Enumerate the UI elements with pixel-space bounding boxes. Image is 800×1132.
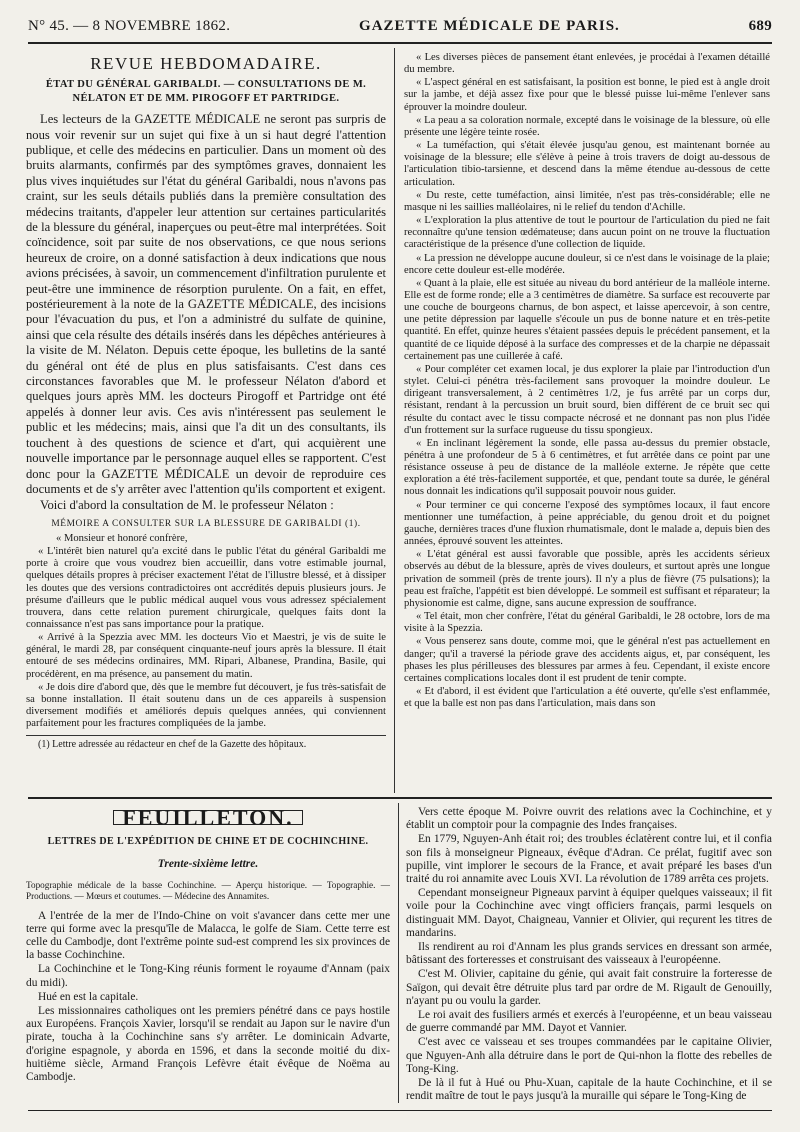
feuilleton-paragraph: Ils rendirent au roi d'Annam les plus grands services en dressant son armée, bâtissant des forteresses et construisant des vaisseaux à l'européenne. <box>406 941 772 967</box>
right-paragraph: « Pour terminer ce qui concerne l'exposé des symptômes locaux, il faut encore mentionner une tuméfaction, à peine appréciable, du genou droit et du poignet gauche, dernières traces d'une fluxion rhumatismale, dont le malade a, depuis bien des années, éprouvé souvent les atteintes. <box>404 499 770 548</box>
page-header <box>28 18 772 40</box>
intro-block <box>26 112 386 514</box>
feuilleton-paragraph: C'est avec ce vaisseau et ses troupes commandées par le capitaine Olivier, que Nguyen-Anh alla détruire dans le port de Qui-nhon la flotte des rebelles de Tong-King. <box>406 1036 772 1075</box>
consult-intro: Voici d'abord la consultation de M. le professeur Nélaton : <box>40 498 334 513</box>
section-title: REVUE HEBDOMADAIRE. <box>90 54 322 73</box>
feuilleton-title <box>26 806 390 830</box>
feuilleton-paragraph: C'est M. Olivier, capitaine du génie, qui avait fait construire la forteresse de Saïgon, qui devait être détruite plus tard par ordre de M. Rigault de Genouilly, n'ayant pu ou voulu la garder. <box>406 968 772 1007</box>
left-paragraph: « Arrivé à la Spezzia avec MM. les docteurs Vio et Maestri, je vis de suite le général, le mardi 28, par conséquent cinquante-neuf jours après la blessure. Il était entouré de ses médecins ordinaires, MM. Ripari, Albanese, Prandina, Basile, qui procédèrent, en ma présence, au pansement du matin. <box>26 632 386 680</box>
feuilleton-paragraph: A l'entrée de la mer de l'Indo-Chine on voit s'avancer dans cette mer une terre qui forme avec la presqu'île de Malacca, le golfe de Siam. Cette terre est celle du Cambodje, dont l'extrême pointe sud-est comprend les six provinces de la basse Cochinchine. <box>26 909 390 962</box>
header-rule <box>28 42 772 44</box>
right-paragraph: « Les diverses pièces de pansement étant enlevées, je procédai à l'examen détaillé du membre. <box>404 52 770 76</box>
feuilleton-paragraph: Cependant monseigneur Pigneaux parvint à équiper quelques vaisseaux; il fit voile pour la Cochinchine avec vingt officiers français, parmi lesquels on distinguait MM. Dayot, Chaigneau, Vannier et Olivier, qui reçurent les titres de mandarins. <box>406 887 772 939</box>
feuilleton-right-column <box>406 806 772 1106</box>
page-number: 689 <box>748 18 772 34</box>
right-paragraph: « L'exploration la plus attentive de tout le pourtour de l'articulation du pied ne fait reconnaître qu'une tension œdémateuse; dans aucun point on ne trouve la fluctuation caractéristique de la présence d'une collection de liquide. <box>404 215 770 251</box>
feuilleton-paragraph: Hué en est la capitale. <box>38 990 139 1003</box>
feuilleton-title-text: FEUILLETON. <box>113 810 302 825</box>
letter-summary: Topographie médicale de la basse Cochinchine. — Aperçu historique. — Topographie. — Productions. — Mœurs et coutumes. — Médecine des Annamites. <box>26 879 390 901</box>
right-paragraph: « L'aspect général en est satisfaisant, la position est bonne, le pied est à angle droit sur la jambe, et déjà assez fixe pour que le blessé puisse lui-même l'enlever sans éprouver la moindre douleur. <box>404 77 770 113</box>
memoire-title: MÉMOIRE A CONSULTER SUR LA BLESSURE DE GARIBALDI (1). <box>51 518 361 529</box>
right-paragraph: « Et d'abord, il est évident que l'articulation a été ouverte, qu'elle s'est enflammée, et que la balle est non pas dans l'articulation, mais dans son <box>404 685 770 710</box>
left-paragraph: « Je dois dire d'abord que, dès que le membre fut découvert, je fus très-satisfait de sa bonne installation. Il était soutenu dans un de ces appareils à suspension diversement modifiés et améliorés depuis quelques années, qui conviennent parfaitement pour les fractures compliquées de la jambe. <box>26 681 386 730</box>
right-paragraph: « La pression ne développe aucune douleur, si ce n'est dans le voisinage de la plaie; encore cette douleur est-elle modérée. <box>404 252 770 276</box>
feuilleton-paragraph: La Cochinchine et le Tong-King réunis forment le royaume d'Annam (paix du midi). <box>26 963 390 989</box>
right-paragraph: « Tel était, mon cher confrère, l'état du général Garibaldi, le 28 octobre, lors de ma visite à la Spezzia. <box>404 611 770 635</box>
footnote: (1) Lettre adressée au rédacteur en chef de la Gazette des hôpitaux. <box>38 739 307 751</box>
right-paragraph: « Vous penserez sans doute, comme moi, que le général n'est pas actuellement en danger; qu'il a traversé la période grave des accidents aigus, et, par conséquent, les phases les plus périlleuses des blessures par armes à feu. Cependant, il existe encore certaines complications locales dont il est prudent de tenir compte. <box>404 636 770 684</box>
article-subtitle: ÉTAT DU GÉNÉRAL GARIBALDI. — CONSULTATIONS DE M. NÉLATON ET DE MM. PIROGOFF ET PARTRIDGE. <box>45 79 367 105</box>
feuilleton-paragraph: Les missionnaires catholiques ont les premiers pénétré dans ce pays hostile aux Européens. François Xavier, lorsqu'il se rendait au Japon sur le navire d'un pirate, toucha à la Cochinchine sans s'y arrêter. Le dominicain Advarte, d'origine espagnole, y aborda en 1596, et dans la seconde moitié du dix-huitième siècle, Armand François Lefèvre était évêque de Noëma au Cambodje. <box>26 1005 390 1084</box>
column-rule-top <box>394 48 395 793</box>
letters-title: LETTRES DE L'EXPÉDITION DE CHINE ET DE COCHINCHINE. <box>47 836 369 848</box>
revue-left-column <box>26 52 386 794</box>
left-paragraph: « L'intérêt bien naturel qu'a excité dans le public l'état du général Garibaldi me porte à croire que vous voudrez bien accueillir, dans votre estimable journal, quelques détails propres à préciser exactement l'état de l'illustre blessé, et à dissiper les doutes que des versions contradictoires ont accrédités depuis plusieurs jours. Je présume d'ailleurs que le public médical auquel vous vous adressez spécialement trouvera, dans cette relation purement chirurgicale, quelques faits dont la connaissance n'est pas sans importance pour la pratique. <box>26 546 386 630</box>
footnote-rule <box>26 735 386 736</box>
intro-paragraph: Les lecteurs de la GAZETTE MÉDICALE ne seront pas surpris de nous voir revenir sur un sujet qui fixe à un si haut degré l'attention publique, et celle des médecins en particulier. Dans un moment où des bruits alarmants, confirmés par des symptômes graves, donnaient les plus vives inquiétudes sur l'état du général Garibaldi, nous n'avons pas craint, sur les seuls détails publiés dans la première consultation des médecins traitants, d'appeler leur attention sur certaines particularités de la blessure du général, inaperçues ou peut-être mal interprétées. Soit coïncidence, soit par suite de nos observations, ce que nous serions heureux de croire, on a donné satisfaction à deux indications que nous avions précisées, à savoir, un commencement d'infiltration purulente et peut-être une imminence de résorption purulente. On a fait, en effet, postérieurement à la note de la GAZETTE MÉDICALE, des incisions pour l'évacuation du pus, et l'on a administré du sulfate de quinine, ainsi que cela résulte des détails insérés dans les dépêches antérieures à la visite de M. Nélaton. Depuis cette époque, les bulletins de la santé du général ont été de plus en plus satisfaisants. C'est dans ces circonstances favorables que M. le professeur Nélaton d'abord et quelques jours après MM. les docteurs Pirogoff et Partridge ont été appelés à donner leur avis. Ces avis n'intéressent pas seulement le public et les médecins; mais, ainsi que l'a dit un des consultants, ils touchent à des questions de science et d'art, qui acquièrent une nouvelle importance par le personnage auquel elles se rapportent. C'est donc pour la GAZETTE MÉDICALE un devoir de reproduire ces documents et de s'y arrêter avec l'attention qu'ils comportent et exigent. <box>26 112 386 496</box>
right-paragraph: « Du reste, cette tuméfaction, ainsi limitée, n'est pas très-considérable; elle ne masque ni les saillies malléolaires, ni le relief du tendon d'Achille. <box>404 189 770 213</box>
right-paragraph: « Pour compléter cet examen local, je dus explorer la plaie par l'introduction d'un stylet. Celui-ci pénétra très-facilement sans provoquer la moindre douleur. Le dirigeant transversalement, à 2 centimètres 1/2, je fus arrêté par un corps dur, résistant, rendant à la percussion un bruit sourd, bien différent de ce bruit sec qui résulte du contact avec le tissu compacte nécrosé et ne donnant pas non plus l'idée d'un frottement sur la surface rugueuse du tissu spongieux. <box>404 363 770 436</box>
journal-title: GAZETTE MÉDICALE DE PARIS. <box>359 18 620 34</box>
right-paragraph: « Quant à la plaie, elle est située au niveau du bord antérieur de la malléole interne. Elle est de forme ronde; elle a 3 centimètres de diamètre. Sa surface est recouverte par une couche de bourgeons charnus, de bon aspect, et laisse apercevoir, à son centre, une petite dépression par laquelle s'écoule un pus de bonne nature et en très-petite quantité. En effet, quinze heures s'étaient passées depuis le précédent pansement, et la quantité de ce liquide déposé à la surface des compresses et de la charpie ne dépassait certainement pas une cuillerée à café. <box>404 277 770 362</box>
feuilleton-paragraph: En 1779, Nguyen-Anh était roi; des troubles éclatèrent contre lui, et il confia son fils à monseigneur Pigneaux, évêque d'Adran. Ce prélat, fugitif avec son pupille, vint implorer le secours de la France, et avait préparé les bases d'un traité du roi annamite avec Louis XVI. La révolution de 1789 arrêta ces projets. <box>406 833 772 886</box>
right-paragraph: « La peau a sa coloration normale, excepté dans le voisinage de la blessure, où elle présente une légère teinte rosée. <box>404 114 770 138</box>
issue-date: N° 45. — 8 NOVEMBRE 1862. <box>28 18 231 34</box>
right-paragraph: « En inclinant légèrement la sonde, elle passa au-dessus du premier obstacle, pénétra à une profondeur de 5 à 6 centimètres, et fut arrêtée dans ce point par une résistance osseuse à peu de distance de la malléole externe. Je répète que cette exploration a été très-facilement supportée, et que, pendant toute sa durée, le général nous donnait les indications qu'il supposait pouvoir nous guider. <box>404 437 770 498</box>
feuilleton-paragraph: Vers cette époque M. Poivre ouvrit des relations avec la Cochinchine, et y établit un comptoir pour la compagnie des Indes françaises. <box>406 806 772 832</box>
feuilleton-paragraph: De là il fut à Hué ou Phu-Xuan, capitale de la haute Cochinchine, et il se rendit maître de tout le pays jusqu'à la muraille qui sépare le Tong-King de <box>406 1077 772 1103</box>
feuilleton-rule <box>28 797 772 799</box>
right-paragraph: « L'état général est aussi favorable que possible, après les accidents sérieux observés au début de la blessure, après de vives douleurs, et surtout après une longue privation de sommeil (près de trente jours). Il n'y a plus de fièvre (75 pulsations); la peau est fraîche, l'appétit est bien développé. Le sommeil est suffisant et réparateur; la physionomie est calme, digne, sans aucune expression de souffrance. <box>404 549 770 609</box>
letter-number: Trente-sixième lettre. <box>157 858 259 871</box>
right-paragraph: « La tuméfaction, qui s'était élevée jusqu'au genou, est maintenant bornée au voisinage de la blessure; elle s'élève à peine à trois travers de doigt au-dessous de l'articulation tibio-tarsienne, et descend dans la même étendue au-dessous de cette articulation. <box>404 140 770 188</box>
feuilleton-paragraph: Le roi avait des fusiliers armés et exercés à l'européenne, et un beau vaisseau de guerre commandé par MM. Dayot et Vannier. <box>406 1009 772 1035</box>
column-rule-bottom <box>398 803 399 1103</box>
revue-right-column <box>404 52 770 794</box>
bottom-rule <box>28 1110 772 1111</box>
salutation: « Monsieur et honoré confrère, <box>56 532 188 544</box>
feuilleton-left-column <box>26 806 390 1106</box>
